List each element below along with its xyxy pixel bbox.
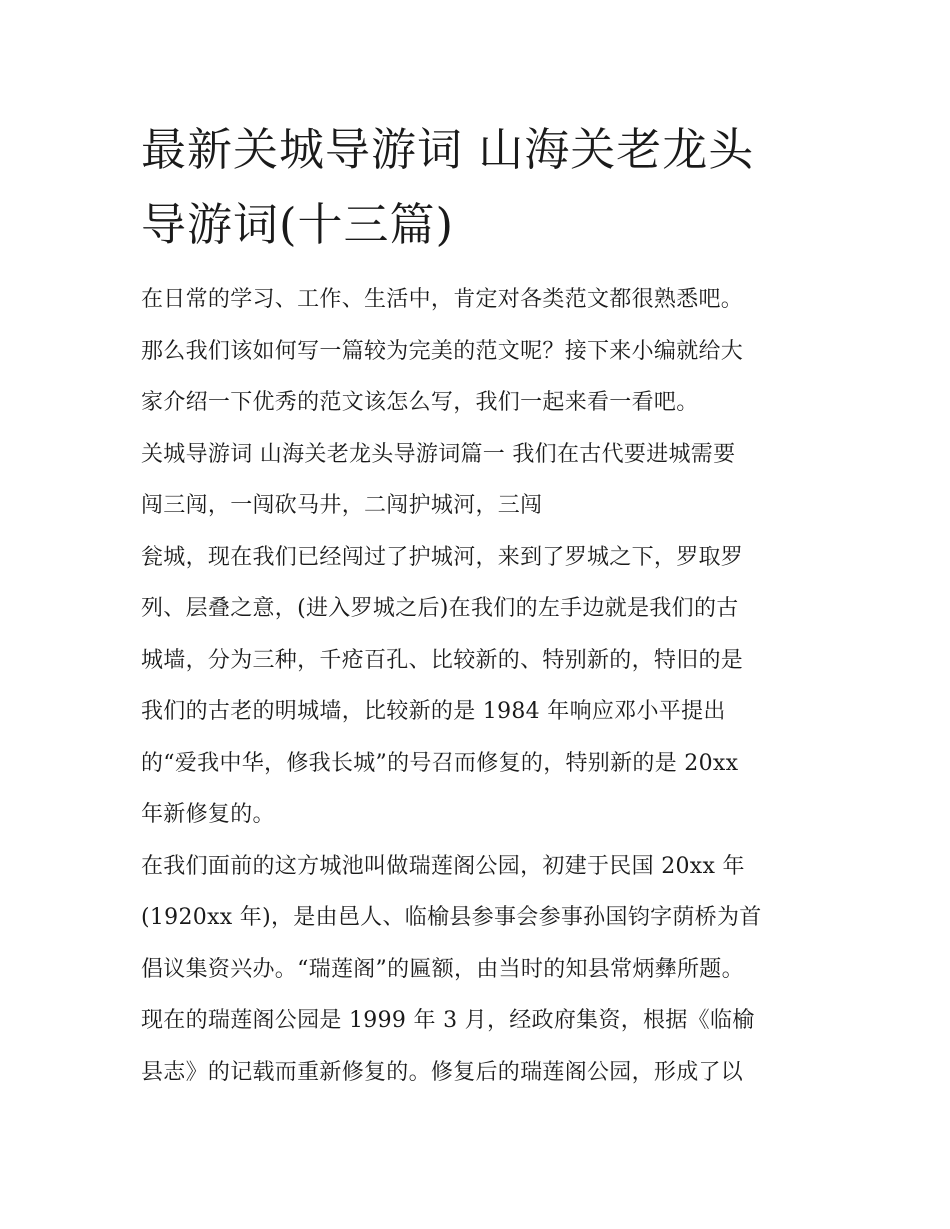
body-line: 在我们面前的这方城池叫做瑞莲阁公园，初建于民国 20xx 年	[141, 853, 745, 879]
body-line: 列、层叠之意，(进入罗城之后)在我们的左手边就是我们的古	[141, 596, 739, 621]
body-line: 在日常的学习、工作、生活中，肯定对各类范文都很熟悉吧。	[141, 287, 744, 312]
title-line: 最新关城导游词 山海关老龙头	[141, 123, 755, 176]
body-line: 瓮城，现在我们已经闯过了护城河，来到了罗城之下，罗取罗	[141, 544, 744, 570]
body-line: 倡议集资兴办。“瑞莲阁”的匾额，由当时的知县常炳彝所题。	[141, 956, 744, 982]
body-line: 闯三闯，一闯砍马井，二闯护城河，三闯	[141, 493, 543, 518]
body-line: 家介绍一下优秀的范文该怎么写，我们一起来看一看吧。	[141, 390, 699, 415]
body-line: 的“爱我中华，修我长城”的号召而修复的，特别新的是 20xx	[141, 750, 739, 776]
body-line: 我们的古老的明城墙，比较新的是 1984 年响应邓小平提出	[141, 699, 726, 724]
body-line: 关城导游词 山海关老龙头导游词篇一 我们在古代要进城需要	[141, 441, 736, 467]
body-line: 现在的瑞莲阁公园是 1999 年 3 月，经政府集资，根据《临榆	[141, 1008, 755, 1033]
body-line: 那么我们该如何写一篇较为完美的范文呢？接下来小编就给大	[141, 338, 744, 364]
body-line: (1920xx 年)，是由邑人、临榆县参事会参事孙国钧字荫桥为首	[141, 905, 762, 930]
body-line: 县志》的记载而重新修复的。修复后的瑞莲阁公园，形成了以	[141, 1059, 744, 1085]
document-body	[141, 274, 813, 1098]
document-content	[141, 112, 813, 1098]
body-line: 年新修复的。	[141, 802, 275, 827]
title-line: 导游词(十三篇)	[141, 198, 455, 251]
document-title	[141, 112, 813, 262]
body-line: 城墙，分为三种，千疮百孔、比较新的、特别新的，特旧的是	[141, 647, 744, 673]
